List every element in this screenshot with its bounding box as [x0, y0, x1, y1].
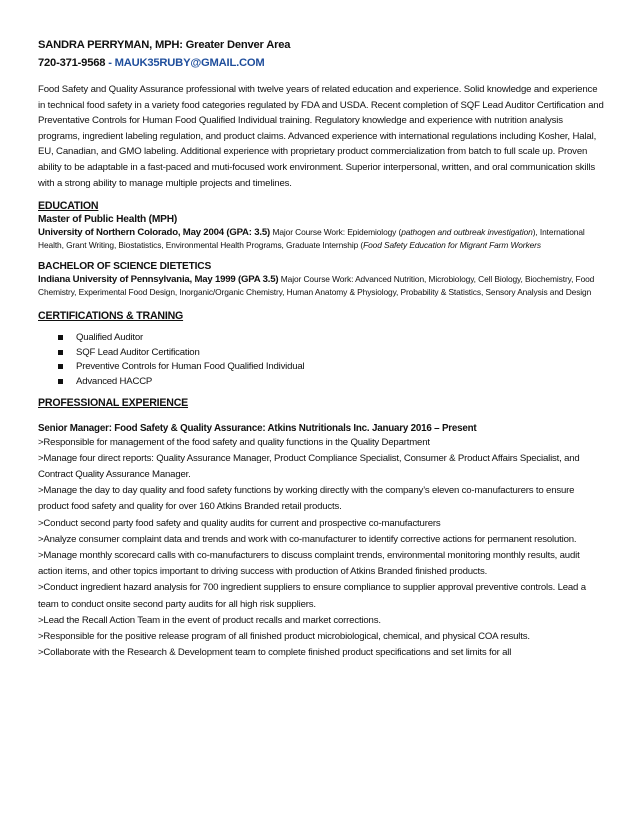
contact-line — [38, 56, 604, 70]
duty-item: >Manage the day to day quality and food safety functions by working directly with the company’s eleven co-manufacturers to ensure product food safety and quality for over 160 Atkins Branded retail products. — [38, 485, 575, 513]
duty-item: >Lead the Recall Action Team in the event of product recalls and market corrections. — [38, 614, 381, 626]
contact-separator: - — [105, 57, 115, 69]
education-heading: EDUCATION — [38, 200, 99, 213]
education-entry-mph — [38, 226, 604, 252]
list-item — [58, 375, 604, 390]
cert-label: SQF Lead Auditor Certification — [76, 346, 200, 358]
coursework-mph-italic-1: pathogen and outbreak investigation — [401, 227, 533, 238]
cert-label: Advanced HACCP — [76, 375, 153, 387]
duty-item: >Manage four direct reports: Quality Assurance Manager, Product Compliance Specialist, Consumer & Product Affairs Specialist, and Contract Quality Assurance Manager. — [38, 452, 580, 480]
square-bullet-icon — [58, 350, 63, 355]
coursework-mph-middle: ), International Health, Grant Writing, Biostatistics, Environmental Health Programs, Graduate Internship ( — [38, 227, 585, 251]
duties-list — [38, 435, 604, 662]
coursework-bs: Major Course Work: Advanced Nutrition, Microbiology, Cell Biology, Biochemistry, Food Chemistry, Experimental Food Design, Inorganic/Organic Chemistry, Human Anatomy & Physiology, Probability & Statistics, Sensory Analysis and Design — [38, 274, 595, 298]
duty-item: >Conduct ingredient hazard analysis for 700 ingredient suppliers to ensure compliance to supplier approval preventive controls. Lead a team to conduct onsite second party audits for all high risk suppliers. — [38, 582, 586, 610]
duty-item: >Collaborate with the Research & Development team to complete finished product specifications and set limits for all — [38, 647, 512, 659]
cert-label: Preventive Controls for Human Food Qualified Individual — [76, 361, 305, 373]
phone-number: 720-371-9568 — [38, 57, 106, 69]
school-unc: University of Northern Colorado, May 2004 (GPA: 3.5) — [38, 227, 270, 239]
list-item — [58, 360, 604, 375]
square-bullet-icon — [58, 379, 63, 384]
degree-bs: BACHELOR OF SCIENCE DIETETICS — [38, 261, 212, 273]
list-item — [58, 346, 604, 361]
coursework-mph-prefix: Major Course Work: Epidemiology ( — [272, 227, 402, 238]
degree-mph: Master of Public Health (MPH) — [38, 214, 178, 226]
education-entry-bs — [38, 273, 604, 299]
coursework-mph-italic-2: Food Safety Education for Migrant Farm Workers — [363, 240, 541, 251]
duty-item: >Analyze consumer complaint data and trends and work with co-manufacturer to identify corrective actions for permanent resolution. — [38, 533, 577, 545]
experience-heading: PROFESSIONAL EXPERIENCE — [38, 396, 189, 409]
job-title: Senior Manager: Food Safety & Quality Assurance: Atkins Nutritionals Inc. January 2016 – Present — [38, 422, 477, 434]
school-iup: Indiana University of Pennsylvania, May 1999 (GPA 3.5) — [38, 274, 279, 286]
certifications-list — [38, 331, 604, 389]
list-item — [58, 331, 604, 346]
duty-item: >Responsible for management of the food safety and quality functions in the Quality Department — [38, 436, 430, 448]
duty-item: >Conduct second party food safety and quality audits for current and prospective co-manufacturers — [38, 517, 441, 529]
square-bullet-icon — [58, 364, 63, 369]
duty-item: >Manage monthly scorecard calls with co-manufacturers to discuss complaint trends, environmental monitoring monthly results, audit action items, and other topics important to driving success with production of Atkins Branded finished products. — [38, 549, 580, 578]
resume-page — [38, 38, 604, 661]
cert-label: Qualified Auditor — [76, 332, 143, 344]
certifications-heading: CERTIFICATIONS & TRANING — [38, 310, 184, 323]
professional-summary: Food Safety and Quality Assurance professional with twelve years of related education and experience. Solid knowledge and experience in technical food safety in a variety food categories regulated by FDA and USDA. Recent completion of SQF Lead Auditor Certification and Preventative Controls for Human Food Qualified Individual training. Regulatory knowledge and experience with nutrition analysis programs, ingredient labeling regulation, and product claims. Advanced experience with international regulations including Kosher, Halal, EU, Canadian, and GMO labeling. Additional experience with proprietary product commercialization from batch to full scale up. Proven ability to be adaptable in a fast-paced and muti-focused work environment. Superior interpersonal, written, and oral communication skills with a strong ability to manage multiple projects and timelines. — [38, 84, 604, 189]
email-link[interactable]: MAUK35RUBY@GMAIL.COM — [114, 57, 265, 69]
square-bullet-icon — [58, 335, 63, 340]
candidate-name: SANDRA PERRYMAN, MPH: Greater Denver Area — [38, 39, 291, 51]
duty-item: >Responsible for the positive release program of all finished product microbiological, chemical, and physical COA results. — [38, 630, 530, 642]
